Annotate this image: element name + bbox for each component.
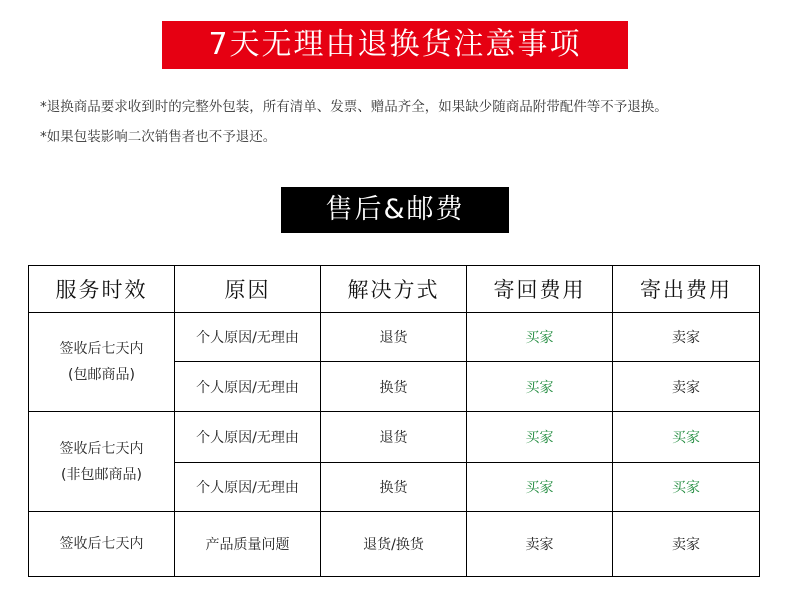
solution-cell: 退货 xyxy=(321,313,467,362)
solution-cell: 退货 xyxy=(321,412,467,463)
header-cell: 解决方式 xyxy=(321,266,467,313)
section-title: 售后&邮费 xyxy=(325,194,465,225)
table-row xyxy=(29,512,760,577)
table-row xyxy=(29,313,760,362)
return-fee-cell: 买家 xyxy=(467,412,613,463)
note-line: *退换商品要求收到时的完整外包装，所有清单、发票、赠品齐全，如果缺少随商品附带配件等不予退换。 xyxy=(40,99,668,115)
reason-cell: 个人原因/无理由 xyxy=(175,313,321,362)
ship-fee-cell: 卖家 xyxy=(613,512,760,577)
solution-cell: 换货 xyxy=(321,463,467,512)
service-period-cell xyxy=(29,313,175,412)
header-cell: 服务时效 xyxy=(29,266,175,313)
return-fee-cell: 买家 xyxy=(467,362,613,412)
reason-cell: 个人原因/无理由 xyxy=(175,362,321,412)
solution-cell: 退货/换货 xyxy=(321,512,467,577)
solution-cell: 换货 xyxy=(321,362,467,412)
reason-cell: 个人原因/无理由 xyxy=(175,463,321,512)
table-header-row xyxy=(29,266,760,313)
header-cell: 原因 xyxy=(175,266,321,313)
service-period: 签收后七天内 xyxy=(59,341,144,357)
notes-section xyxy=(40,92,785,152)
section-title-banner xyxy=(281,187,509,233)
service-period: 签收后七天内 xyxy=(59,536,144,552)
return-fee-cell: 买家 xyxy=(467,463,613,512)
return-fee-cell: 卖家 xyxy=(467,512,613,577)
service-period-cell xyxy=(29,412,175,512)
service-period-cell xyxy=(29,512,175,577)
ship-fee-cell: 卖家 xyxy=(613,362,760,412)
ship-fee-cell: 买家 xyxy=(613,412,760,463)
service-period-note: (包邮商品) xyxy=(68,367,135,383)
return-fee-cell: 买家 xyxy=(467,313,613,362)
table-row xyxy=(29,412,760,463)
header-cell: 寄出费用 xyxy=(613,266,760,313)
service-period-note: (非包邮商品) xyxy=(61,466,142,483)
after-sales-table xyxy=(28,265,760,577)
page-title-banner xyxy=(162,21,628,69)
ship-fee-cell: 卖家 xyxy=(613,313,760,362)
note-line: *如果包装影响二次销售者也不予退还。 xyxy=(40,129,277,145)
ship-fee-cell: 买家 xyxy=(613,463,760,512)
service-period: 签收后七天内 xyxy=(59,440,144,457)
reason-cell: 产品质量问题 xyxy=(175,512,321,577)
header-cell: 寄回费用 xyxy=(467,266,613,313)
reason-cell: 个人原因/无理由 xyxy=(175,412,321,463)
page-title: 7天无理由退换货注意事项 xyxy=(208,27,582,62)
